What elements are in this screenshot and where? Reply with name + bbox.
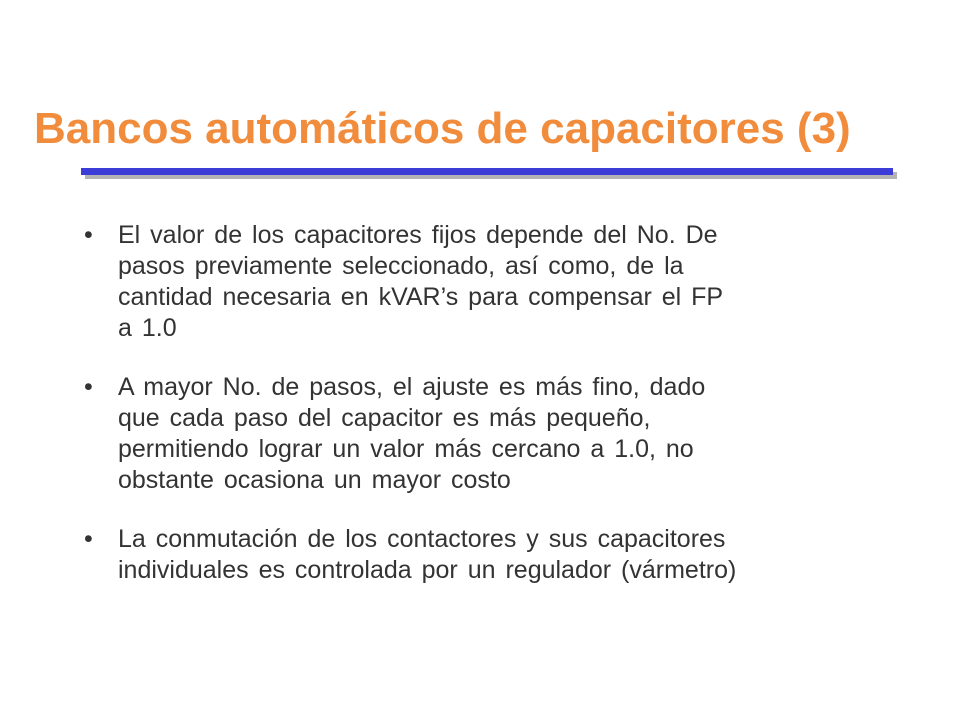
bullet-text-line: individuales es controlada por un regulador (vármetro) (118, 556, 737, 584)
bullet-text-line: obstante ocasiona un mayor costo (118, 466, 511, 494)
bullet-icon: • (84, 373, 93, 401)
bullet-text-line: A mayor No. de pasos, el ajuste es más fino, dado (118, 373, 706, 401)
bullet-text-line: que cada paso del capacitor es más pequeño, (118, 404, 651, 432)
slide-title: Bancos automáticos de capacitores (3) (34, 104, 851, 153)
bullet-text-line: pasos previamente seleccionado, así como, de la (118, 252, 684, 280)
bullet-item (84, 220, 914, 344)
title-underline (81, 168, 893, 175)
bullet-list (84, 220, 914, 614)
bullet-icon: • (84, 525, 93, 553)
bullet-item (84, 372, 914, 496)
bullet-text-line: El valor de los capacitores fijos depende del No. De (118, 221, 718, 249)
bullet-icon: • (84, 221, 93, 249)
bullet-text-line: a 1.0 (118, 314, 177, 342)
bullet-text-line: La conmutación de los contactores y sus capacitores (118, 525, 726, 553)
bullet-text-line: permitiendo lograr un valor más cercano a 1.0, no (118, 435, 694, 463)
bullet-text-line: cantidad necesaria en kVAR’s para compensar el FP (118, 283, 724, 311)
bullet-item (84, 524, 914, 586)
